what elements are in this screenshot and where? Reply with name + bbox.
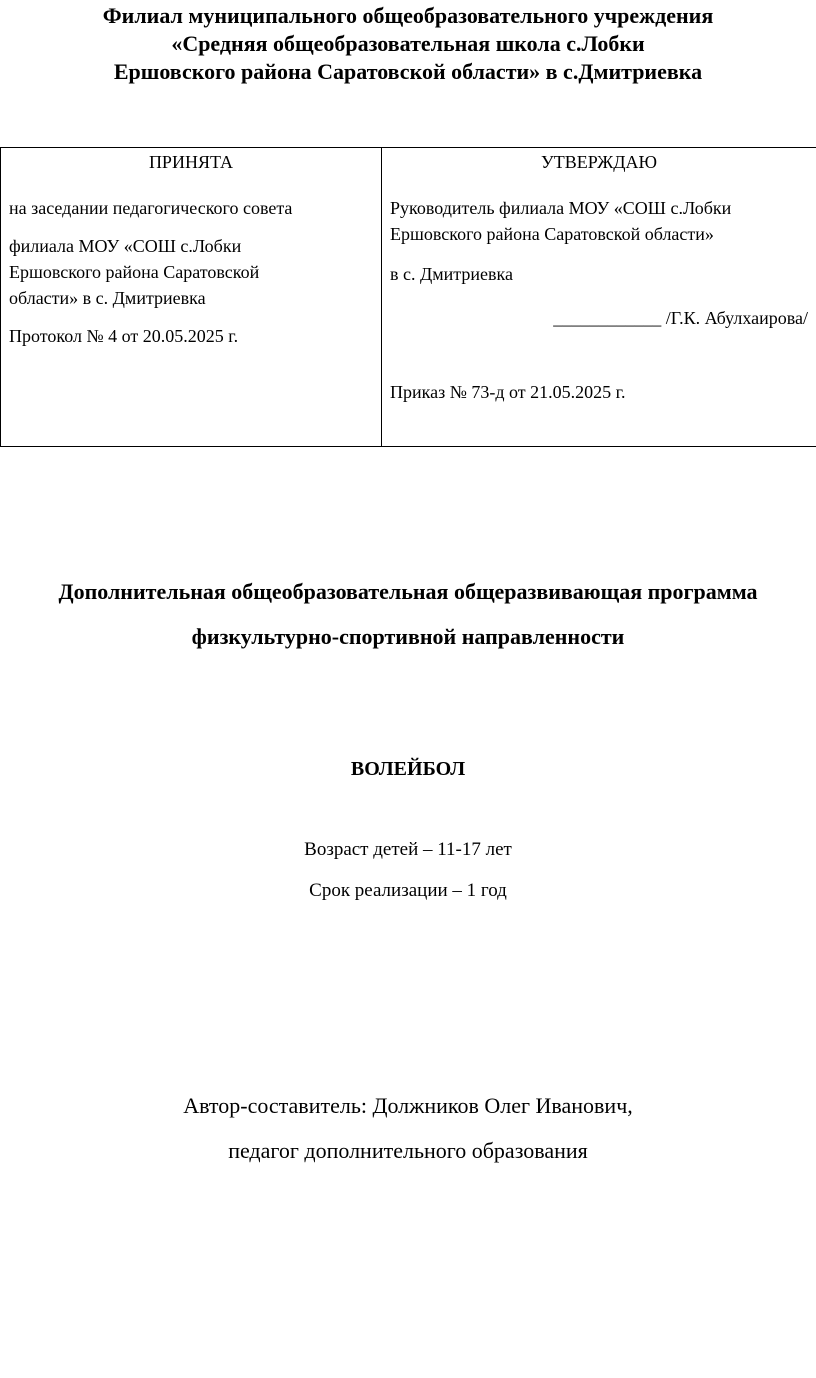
accepted-branch-line-3: области» в с. Дмитриевка [9,288,206,308]
institution-name-line-2: «Средняя общеобразовательная школа с.Лобки [171,31,645,56]
children-age: Возраст детей – 11-17 лет [304,839,512,860]
accepted-branch-line-2: Ершовского района Саратовской [9,262,260,282]
implementation-period: Срок реализации – 1 год [309,880,507,901]
accepted-branch-line-1: филиала МОУ «СОШ с.Лобки [9,236,242,256]
accepted-protocol: Протокол № 4 от 20.05.2025 г. [9,326,239,346]
approved-head-line-2: Ершовского района Саратовской области» [390,224,714,244]
institution-name-line-1: Филиал муниципального общеобразовательного учреждения [102,3,714,28]
approved-head-line-1: Руководитель филиала МОУ «СОШ с.Лобки [390,198,732,218]
approved-order: Приказ № 73-д от 21.05.2025 г. [390,382,626,402]
approved-signature: ____________ /Г.К. Абулхаирова/ [553,308,808,328]
institution-name-line-3: Ершовского района Саратовской области» в с.Дмитриевка [113,59,703,84]
accepted-cell [1,148,382,447]
accepted-title: ПРИНЯТА [148,152,234,172]
approved-cell [382,148,816,447]
approved-title: УТВЕРЖДАЮ [540,152,658,172]
author-name: Автор-составитель: Должников Олег Иванович, [183,1093,633,1118]
program-name: ВОЛЕЙБОЛ [350,758,466,780]
accepted-council-line: на заседании педагогического совета [9,198,293,218]
program-title-line-2: физкультурно-спортивной направленности [191,624,625,649]
program-title-line-1: Дополнительная общеобразовательная общеразвивающая программа [58,579,758,604]
approval-table [0,147,816,447]
approved-head-line-3: в с. Дмитриевка [390,264,513,284]
author-position: педагог дополнительного образования [228,1138,588,1163]
institution-header [0,2,816,86]
